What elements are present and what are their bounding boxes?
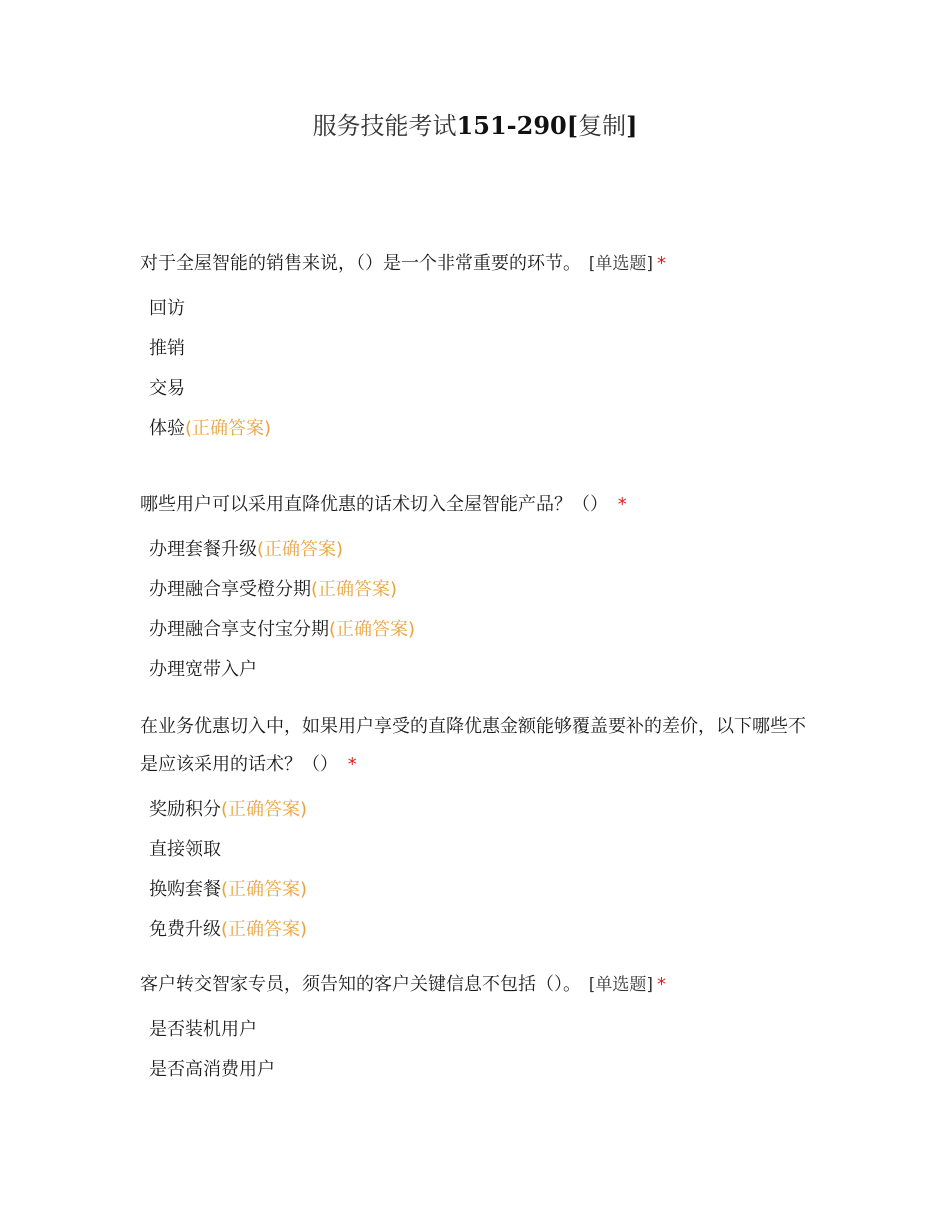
question-text xyxy=(140,486,820,524)
option-list xyxy=(140,289,820,449)
option-label: 办理套餐升级 xyxy=(149,539,257,560)
question-type: [单选题] xyxy=(588,254,653,274)
option-label: 奖励积分 xyxy=(149,799,221,820)
option-list xyxy=(140,530,820,690)
option-item[interactable] xyxy=(140,369,820,409)
option-item[interactable] xyxy=(140,830,820,870)
question-4 xyxy=(140,966,820,1090)
page-title xyxy=(0,108,950,144)
option-item[interactable] xyxy=(140,650,820,690)
option-item[interactable] xyxy=(140,870,820,910)
question-text xyxy=(140,245,820,283)
question-1 xyxy=(140,245,820,449)
title-range: 151-290[ xyxy=(456,111,579,140)
option-item[interactable] xyxy=(140,610,820,650)
option-item[interactable] xyxy=(140,1050,820,1090)
option-list xyxy=(140,1010,820,1090)
option-label: 办理宽带入户 xyxy=(149,659,257,680)
correct-answer-tag: (正确答案) xyxy=(221,879,308,900)
correct-answer-tag: (正确答案) xyxy=(311,579,398,600)
option-label: 直接领取 xyxy=(149,839,221,860)
option-label: 是否装机用户 xyxy=(149,1019,257,1040)
required-mark: * xyxy=(657,253,666,274)
option-item[interactable] xyxy=(140,530,820,570)
correct-answer-tag: (正确答案) xyxy=(257,539,344,560)
required-mark: * xyxy=(347,754,357,775)
option-item[interactable] xyxy=(140,289,820,329)
question-3-text: 在业务优惠切入中，如果用户享受的直降优惠金额能够覆盖要补的差价，以下哪些不是应该采用的话术？（） xyxy=(140,716,806,775)
correct-answer-tag: (正确答案) xyxy=(221,799,308,820)
option-label: 体验 xyxy=(149,418,185,439)
question-text xyxy=(140,708,820,784)
option-list xyxy=(140,790,820,950)
question-type: [单选题] xyxy=(588,975,653,995)
option-label: 推销 xyxy=(149,338,185,359)
title-text: 服务技能考试 xyxy=(312,112,457,140)
option-label: 免费升级 xyxy=(149,919,221,940)
option-item[interactable] xyxy=(140,570,820,610)
question-4-text: 客户转交智家专员，须告知的客户关键信息不包括（）。 xyxy=(140,974,581,995)
option-label: 回访 xyxy=(149,298,185,319)
option-item[interactable] xyxy=(140,1010,820,1050)
question-2-text: 哪些用户可以采用直降优惠的话术切入全屋智能产品？（） xyxy=(140,494,608,515)
option-item[interactable] xyxy=(140,409,820,449)
correct-answer-tag: (正确答案) xyxy=(185,418,272,439)
correct-answer-tag: (正确答案) xyxy=(329,619,416,640)
question-3 xyxy=(140,708,820,950)
correct-answer-tag: (正确答案) xyxy=(221,919,308,940)
required-mark: * xyxy=(657,974,666,995)
option-item[interactable] xyxy=(140,910,820,950)
option-label: 办理融合享支付宝分期 xyxy=(149,619,329,640)
option-item[interactable] xyxy=(140,329,820,369)
option-item[interactable] xyxy=(140,790,820,830)
option-label: 办理融合享受橙分期 xyxy=(149,579,311,600)
required-mark: * xyxy=(617,494,627,515)
title-bracket: ] xyxy=(626,111,638,140)
title-copy: 复制 xyxy=(578,112,627,140)
option-label: 交易 xyxy=(149,378,185,399)
option-label: 是否高消费用户 xyxy=(149,1059,275,1080)
question-2 xyxy=(140,486,820,690)
question-text xyxy=(140,966,820,1004)
option-label: 换购套餐 xyxy=(149,879,221,900)
question-1-text: 对于全屋智能的销售来说，（）是一个非常重要的环节。 xyxy=(140,253,581,274)
